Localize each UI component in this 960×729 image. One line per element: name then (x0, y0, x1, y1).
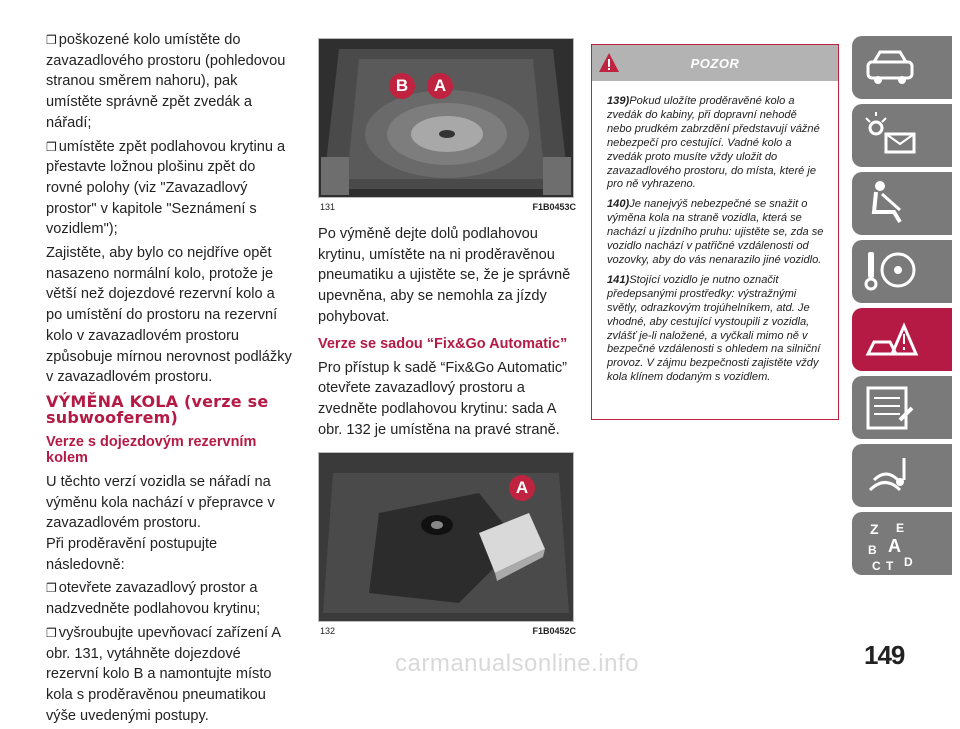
tab-maintenance[interactable] (852, 376, 952, 439)
maintenance-checklist-icon (860, 382, 920, 432)
svg-text:Z: Z (870, 521, 879, 537)
left-column (46, 30, 294, 729)
figure-number: 131 (320, 202, 336, 212)
bullet-paragraph: ❒ umístěte zpět podlahovou krytinu a přestavte ložnou plošinu zpět do rovné polohy (viz "Zavazadlový prostor" v kapitole "Seznámení s vozidlem"); (46, 138, 286, 238)
marker-b: B (389, 73, 415, 99)
marker-a: A (509, 475, 535, 501)
checkbox-bullet-icon: ❒ (46, 33, 57, 47)
alphabetical-index-icon (860, 518, 920, 574)
svg-text:T: T (886, 559, 894, 573)
figure-number: 132 (320, 626, 336, 637)
warning-title: POZOR (690, 56, 740, 71)
svg-text:C: C (872, 559, 881, 573)
warning-item: 140)Je nanejvýš nebezpečné se snažit o výměna kola na straně vozidla, která se nachází u jízdního pruhu: ujistěte se, zda se vozidlo nachází v patřičné vzdálenosti od vozovky, aby do vás nenarazilo jiné vozidlo. (607, 198, 824, 266)
paragraph: Zajistěte, aby bylo co nejdříve opět nasazeno normální kolo, protože je větší než dojezdové rezervní kolo a po umístění do prostoru na rezervní kolo v zavazadlovém prostoru způsobuje mírnou nerovnost podlážky v zavazadlovém prostoru. (46, 245, 292, 386)
tab-car[interactable] (852, 36, 952, 99)
warning-body (592, 81, 838, 385)
warning-header (592, 45, 838, 81)
marker-a: A (427, 73, 453, 99)
figure-code: F1B0453C (532, 202, 576, 212)
trunk-spare-wheel-illustration (319, 39, 573, 197)
key-steering-wheel-icon (860, 246, 920, 296)
figure-caption (318, 622, 576, 636)
tab-driving[interactable] (852, 240, 952, 303)
bullet-paragraph: ❒ vyšroubujte upevňovací zařízení A obr. 131, vytáhněte dojezdové rezervní kolo B a namontujte místo kola s proděravěnou pneumatikou výše uvedenými postupy. (46, 624, 281, 724)
tab-emergency[interactable] (852, 308, 952, 371)
warning-item: 141)Stojící vozidlo je nutno označit předepsanými prostředky: výstražnými světly, odrazkovým trojúhelníkem, atd. Je vhodné, aby cestující vystoupili z vozidla, zvlášť je-li naložené, a vyčkali mimo ně v bezpečné vzdálenosti s ohledem na silniční provoz. V zájmu bezpečnosti zajistěte vždy kola klínem dodaným s vozidlem. (607, 273, 821, 384)
warning-ref: 140) (607, 198, 630, 211)
figure-132 (318, 452, 574, 622)
warning-box (591, 44, 839, 420)
paragraph: Po výměně dejte dolů podlahovou krytinu, umístěte na ni proděravěnou pneumatiku a ujistěte se, že je správně upevněna, aby se nemohla za jízdy pohybovat. (318, 226, 571, 325)
multimedia-icon (860, 450, 920, 500)
page-number: 149 (864, 640, 905, 670)
middle-column (318, 38, 576, 636)
svg-text:E: E (896, 521, 905, 535)
warning-ref: 139) (607, 95, 630, 107)
paragraph: U těchto verzí vozidla se nářadí na výměnu kola nachází v přepravce v zavazadlovém prostoru. (46, 473, 275, 532)
figure-131 (318, 38, 574, 198)
dashboard-lights-icon (860, 110, 920, 160)
car-icon (860, 42, 920, 92)
checkbox-bullet-icon: ❒ (46, 625, 57, 640)
svg-text:D: D (904, 555, 913, 569)
svg-text:B: B (868, 543, 877, 557)
trunk-fixgo-kit-illustration (319, 453, 573, 621)
bullet-paragraph: ❒ otevřete zavazadlový prostor a nadzvedněte podlahovou krytinu; (46, 580, 261, 618)
tab-safety[interactable] (852, 172, 952, 235)
tab-index[interactable] (852, 512, 952, 575)
watermark: carmanualsonline.info (395, 650, 639, 677)
figure-code: F1B0452C (532, 626, 576, 637)
checkbox-bullet-icon: ❒ (46, 139, 57, 154)
checkbox-bullet-icon: ❒ (46, 581, 57, 596)
paragraph: Pro přístup k sadě “Fix&Go Automatic” otevřete zavazadlový prostoru a zvedněte podlahovou krytinu: sada A obr. 132 je umístěna na pravé straně. (318, 359, 567, 438)
tab-multimedia[interactable] (852, 444, 952, 507)
subsection-heading: Verze s dojezdovým rezervním kolem (46, 433, 257, 466)
warning-item: 139)Pokud uložíte proděravěné kolo a zvedák do kabiny, při dopravní nehodě nebo prudkém zabrzdění představují vážné nebezpečí pro cestující. Vadné kolo a zvedák proto musíte vždy uložit do zavazadlového prostoru, do místa, které je pro ně vyhrazeno. (607, 95, 820, 191)
paragraph: Při proděravění postupujte následovně: (46, 536, 218, 573)
car-emergency-icon (860, 314, 920, 364)
seat-safety-icon (860, 178, 920, 228)
figure-caption (318, 198, 576, 212)
bullet-paragraph: ❒ poškozené kolo umístěte do zavazadlového prostoru (pohledovou stranou směrem nahoru), pak umístěte správně zpět zvedák a nářadí; (46, 32, 286, 131)
subsection-heading: Verze se sadou “Fix&Go Automatic” (318, 335, 568, 352)
svg-text:A: A (888, 536, 901, 556)
warning-ref: 141) (607, 273, 630, 286)
tab-dashboard-lights[interactable] (852, 104, 952, 167)
section-heading: VÝMĚNA KOLA (verze se subwooferem) (46, 391, 269, 427)
